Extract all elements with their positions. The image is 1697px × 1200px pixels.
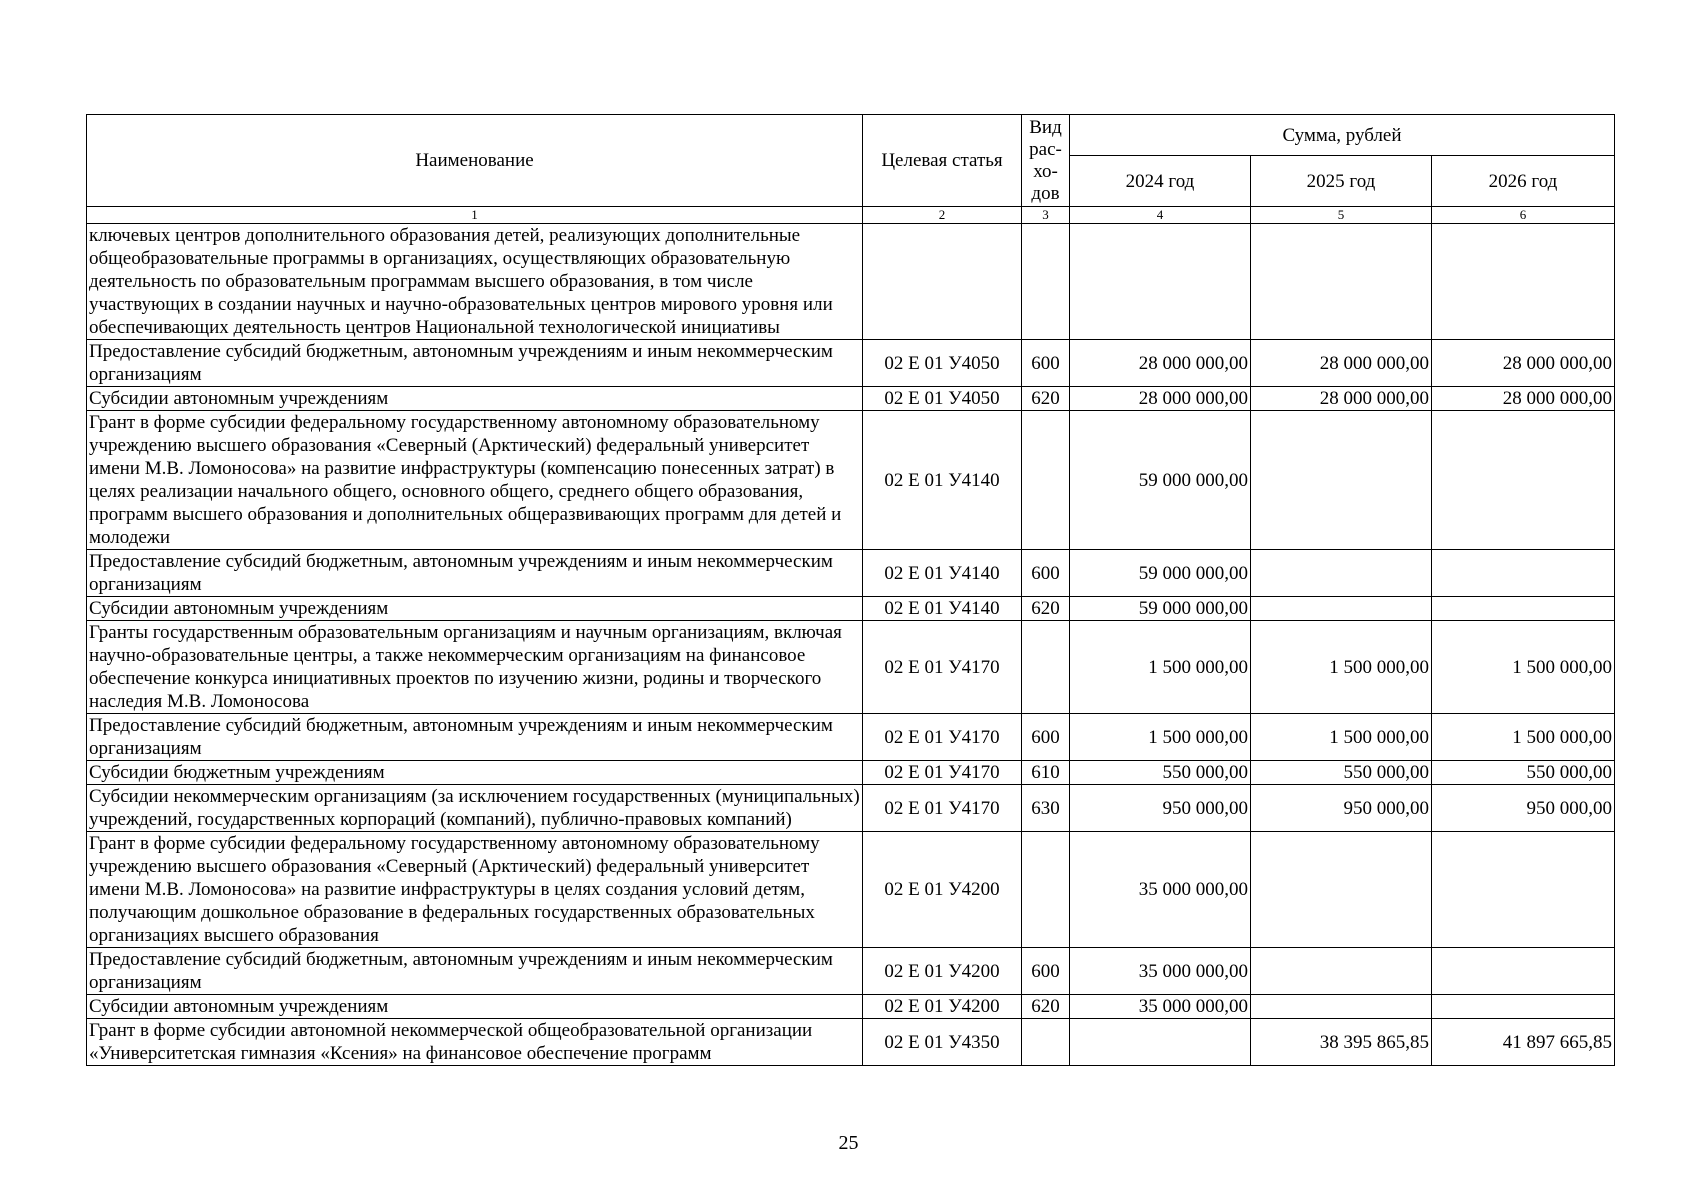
row-name: Грант в форме субсидии автономной некоммерческой общеобразовательной организации «Университетская гимназия «Ксения» на финансовое обеспечение программ (87, 1019, 863, 1066)
column-number: 5 (1251, 207, 1432, 224)
row-amount-2025: 550 000,00 (1251, 761, 1432, 785)
table-row (87, 714, 1615, 761)
header-row-top (87, 115, 1615, 156)
table-row (87, 995, 1615, 1019)
page-number: 25 (838, 1132, 859, 1154)
table-row (87, 550, 1615, 597)
row-amount-2024: 35 000 000,00 (1070, 832, 1251, 948)
column-number: 3 (1022, 207, 1070, 224)
table-row (87, 411, 1615, 550)
row-expense-type (1022, 1019, 1070, 1066)
row-amount-2025 (1251, 948, 1432, 995)
row-amount-2026: 28 000 000,00 (1432, 387, 1615, 411)
row-amount-2026 (1432, 597, 1615, 621)
row-amount-2025 (1251, 224, 1432, 340)
column-number: 1 (87, 207, 863, 224)
row-amount-2024: 28 000 000,00 (1070, 387, 1251, 411)
header-year-2024: 2024 год (1070, 156, 1251, 207)
table-row (87, 832, 1615, 948)
header-expense-type-line: хо- (1033, 160, 1058, 182)
row-amount-2025: 950 000,00 (1251, 785, 1432, 832)
table-row (87, 597, 1615, 621)
row-target-article: 02 Е 01 У4200 (863, 948, 1022, 995)
row-amount-2026: 950 000,00 (1432, 785, 1615, 832)
header-expense-type-line: дов (1031, 182, 1060, 204)
row-expense-type (1022, 224, 1070, 340)
table-row (87, 224, 1615, 340)
row-amount-2025 (1251, 832, 1432, 948)
row-amount-2024: 59 000 000,00 (1070, 597, 1251, 621)
row-amount-2024: 59 000 000,00 (1070, 411, 1251, 550)
table-row (87, 948, 1615, 995)
row-amount-2026 (1432, 832, 1615, 948)
row-name: Субсидии автономным учреждениям (87, 387, 863, 411)
row-expense-type (1022, 832, 1070, 948)
column-number: 2 (863, 207, 1022, 224)
column-number: 4 (1070, 207, 1251, 224)
row-expense-type: 600 (1022, 714, 1070, 761)
row-target-article: 02 Е 01 У4140 (863, 597, 1022, 621)
row-amount-2024: 1 500 000,00 (1070, 714, 1251, 761)
row-target-article: 02 Е 01 У4050 (863, 387, 1022, 411)
column-number-row (87, 207, 1615, 224)
row-amount-2025 (1251, 411, 1432, 550)
row-expense-type: 620 (1022, 597, 1070, 621)
row-name: Грант в форме субсидии федеральному государственному автономному образовательному учреждению высшего образования «Северный (Арктический) федеральный университет имени М.В. Ломоносова» на развитие инфраструктуры (компенсацию понесенных затрат) в целях реализации начального общего, основного общего, среднего общего образования, программ высшего образования и дополнительных общеразвивающих программ для детей и молодежи (87, 411, 863, 550)
row-amount-2024: 59 000 000,00 (1070, 550, 1251, 597)
row-target-article: 02 Е 01 У4200 (863, 995, 1022, 1019)
row-amount-2024 (1070, 224, 1251, 340)
row-amount-2025: 1 500 000,00 (1251, 621, 1432, 714)
row-target-article: 02 Е 01 У4350 (863, 1019, 1022, 1066)
row-amount-2025: 1 500 000,00 (1251, 714, 1432, 761)
row-target-article: 02 Е 01 У4200 (863, 832, 1022, 948)
row-name: Грант в форме субсидии федеральному государственному автономному образовательному учреждению высшего образования «Северный (Арктический) федеральный университет имени М.В. Ломоносова» на развитие инфраструктуры в целях создания условий детям, получающим дошкольное образование в федеральных государственных образовательных организациях высшего образования (87, 832, 863, 948)
table-row (87, 761, 1615, 785)
row-name: Предоставление субсидий бюджетным, автономным учреждениям и иным некоммерческим организациям (87, 948, 863, 995)
row-expense-type: 630 (1022, 785, 1070, 832)
row-name: Субсидии некоммерческим организациям (за исключением государственных (муниципальных) учреждений, государственных корпораций (компаний), публично-правовых компаний) (87, 785, 863, 832)
row-name: Предоставление субсидий бюджетным, автономным учреждениям и иным некоммерческим организациям (87, 340, 863, 387)
table-row (87, 621, 1615, 714)
row-target-article (863, 224, 1022, 340)
header-expense-type-line: Вид (1029, 116, 1062, 138)
header-expense-type-line: рас- (1029, 138, 1062, 160)
row-amount-2026 (1432, 411, 1615, 550)
row-amount-2026 (1432, 995, 1615, 1019)
row-target-article: 02 Е 01 У4140 (863, 411, 1022, 550)
row-amount-2026 (1432, 224, 1615, 340)
row-amount-2024: 35 000 000,00 (1070, 995, 1251, 1019)
header-name: Наименование (87, 115, 863, 207)
row-amount-2024: 550 000,00 (1070, 761, 1251, 785)
row-amount-2025 (1251, 550, 1432, 597)
row-amount-2026: 550 000,00 (1432, 761, 1615, 785)
row-target-article: 02 Е 01 У4170 (863, 785, 1022, 832)
row-expense-type: 600 (1022, 550, 1070, 597)
row-amount-2025 (1251, 995, 1432, 1019)
row-expense-type: 600 (1022, 948, 1070, 995)
row-target-article: 02 Е 01 У4170 (863, 621, 1022, 714)
row-expense-type (1022, 411, 1070, 550)
row-name: Субсидии бюджетным учреждениям (87, 761, 863, 785)
row-target-article: 02 Е 01 У4170 (863, 714, 1022, 761)
row-expense-type: 600 (1022, 340, 1070, 387)
table-row (87, 387, 1615, 411)
row-amount-2024: 950 000,00 (1070, 785, 1251, 832)
table-body (87, 224, 1615, 1066)
row-name: Субсидии автономным учреждениям (87, 995, 863, 1019)
row-amount-2026 (1432, 550, 1615, 597)
row-amount-2026: 1 500 000,00 (1432, 714, 1615, 761)
column-number: 6 (1432, 207, 1615, 224)
row-amount-2026: 41 897 665,85 (1432, 1019, 1615, 1066)
row-name: Гранты государственным образовательным организациям и научным организациям, включая научно-образовательные центры, а также некоммерческим организациям на финансовое обеспечение конкурса инициативных проектов по изучению жизни, родины и творческого наследия М.В. Ломоносова (87, 621, 863, 714)
row-name: Предоставление субсидий бюджетным, автономным учреждениям и иным некоммерческим организациям (87, 714, 863, 761)
row-target-article: 02 Е 01 У4140 (863, 550, 1022, 597)
row-target-article: 02 Е 01 У4170 (863, 761, 1022, 785)
row-expense-type (1022, 621, 1070, 714)
table-row (87, 1019, 1615, 1066)
row-name: Предоставление субсидий бюджетным, автономным учреждениям и иным некоммерческим организациям (87, 550, 863, 597)
header-sum: Сумма, рублей (1070, 115, 1615, 156)
header-expense-type (1022, 115, 1070, 207)
row-amount-2026 (1432, 948, 1615, 995)
table-row (87, 785, 1615, 832)
table-row (87, 340, 1615, 387)
row-amount-2025 (1251, 597, 1432, 621)
row-amount-2025: 38 395 865,85 (1251, 1019, 1432, 1066)
header-year-2025: 2025 год (1251, 156, 1432, 207)
row-expense-type: 610 (1022, 761, 1070, 785)
header-target-article: Целевая статья (863, 115, 1022, 207)
row-amount-2025: 28 000 000,00 (1251, 340, 1432, 387)
row-amount-2024: 35 000 000,00 (1070, 948, 1251, 995)
row-name: Субсидии автономным учреждениям (87, 597, 863, 621)
row-expense-type: 620 (1022, 995, 1070, 1019)
row-amount-2026: 1 500 000,00 (1432, 621, 1615, 714)
budget-table (86, 114, 1615, 1066)
row-amount-2026: 28 000 000,00 (1432, 340, 1615, 387)
row-amount-2024: 28 000 000,00 (1070, 340, 1251, 387)
row-name: ключевых центров дополнительного образования детей, реализующих дополнительные общеобразовательные программы в организациях, осуществляющих образовательную деятельность по образовательным программам высшего образования, в том числе участвующих в создании научных и научно-образовательных центров мирового уровня или обеспечивающих деятельность центров Национальной технологической инициативы (87, 224, 863, 340)
row-target-article: 02 Е 01 У4050 (863, 340, 1022, 387)
row-amount-2024 (1070, 1019, 1251, 1066)
header-year-2026: 2026 год (1432, 156, 1615, 207)
row-expense-type: 620 (1022, 387, 1070, 411)
row-amount-2024: 1 500 000,00 (1070, 621, 1251, 714)
row-amount-2025: 28 000 000,00 (1251, 387, 1432, 411)
